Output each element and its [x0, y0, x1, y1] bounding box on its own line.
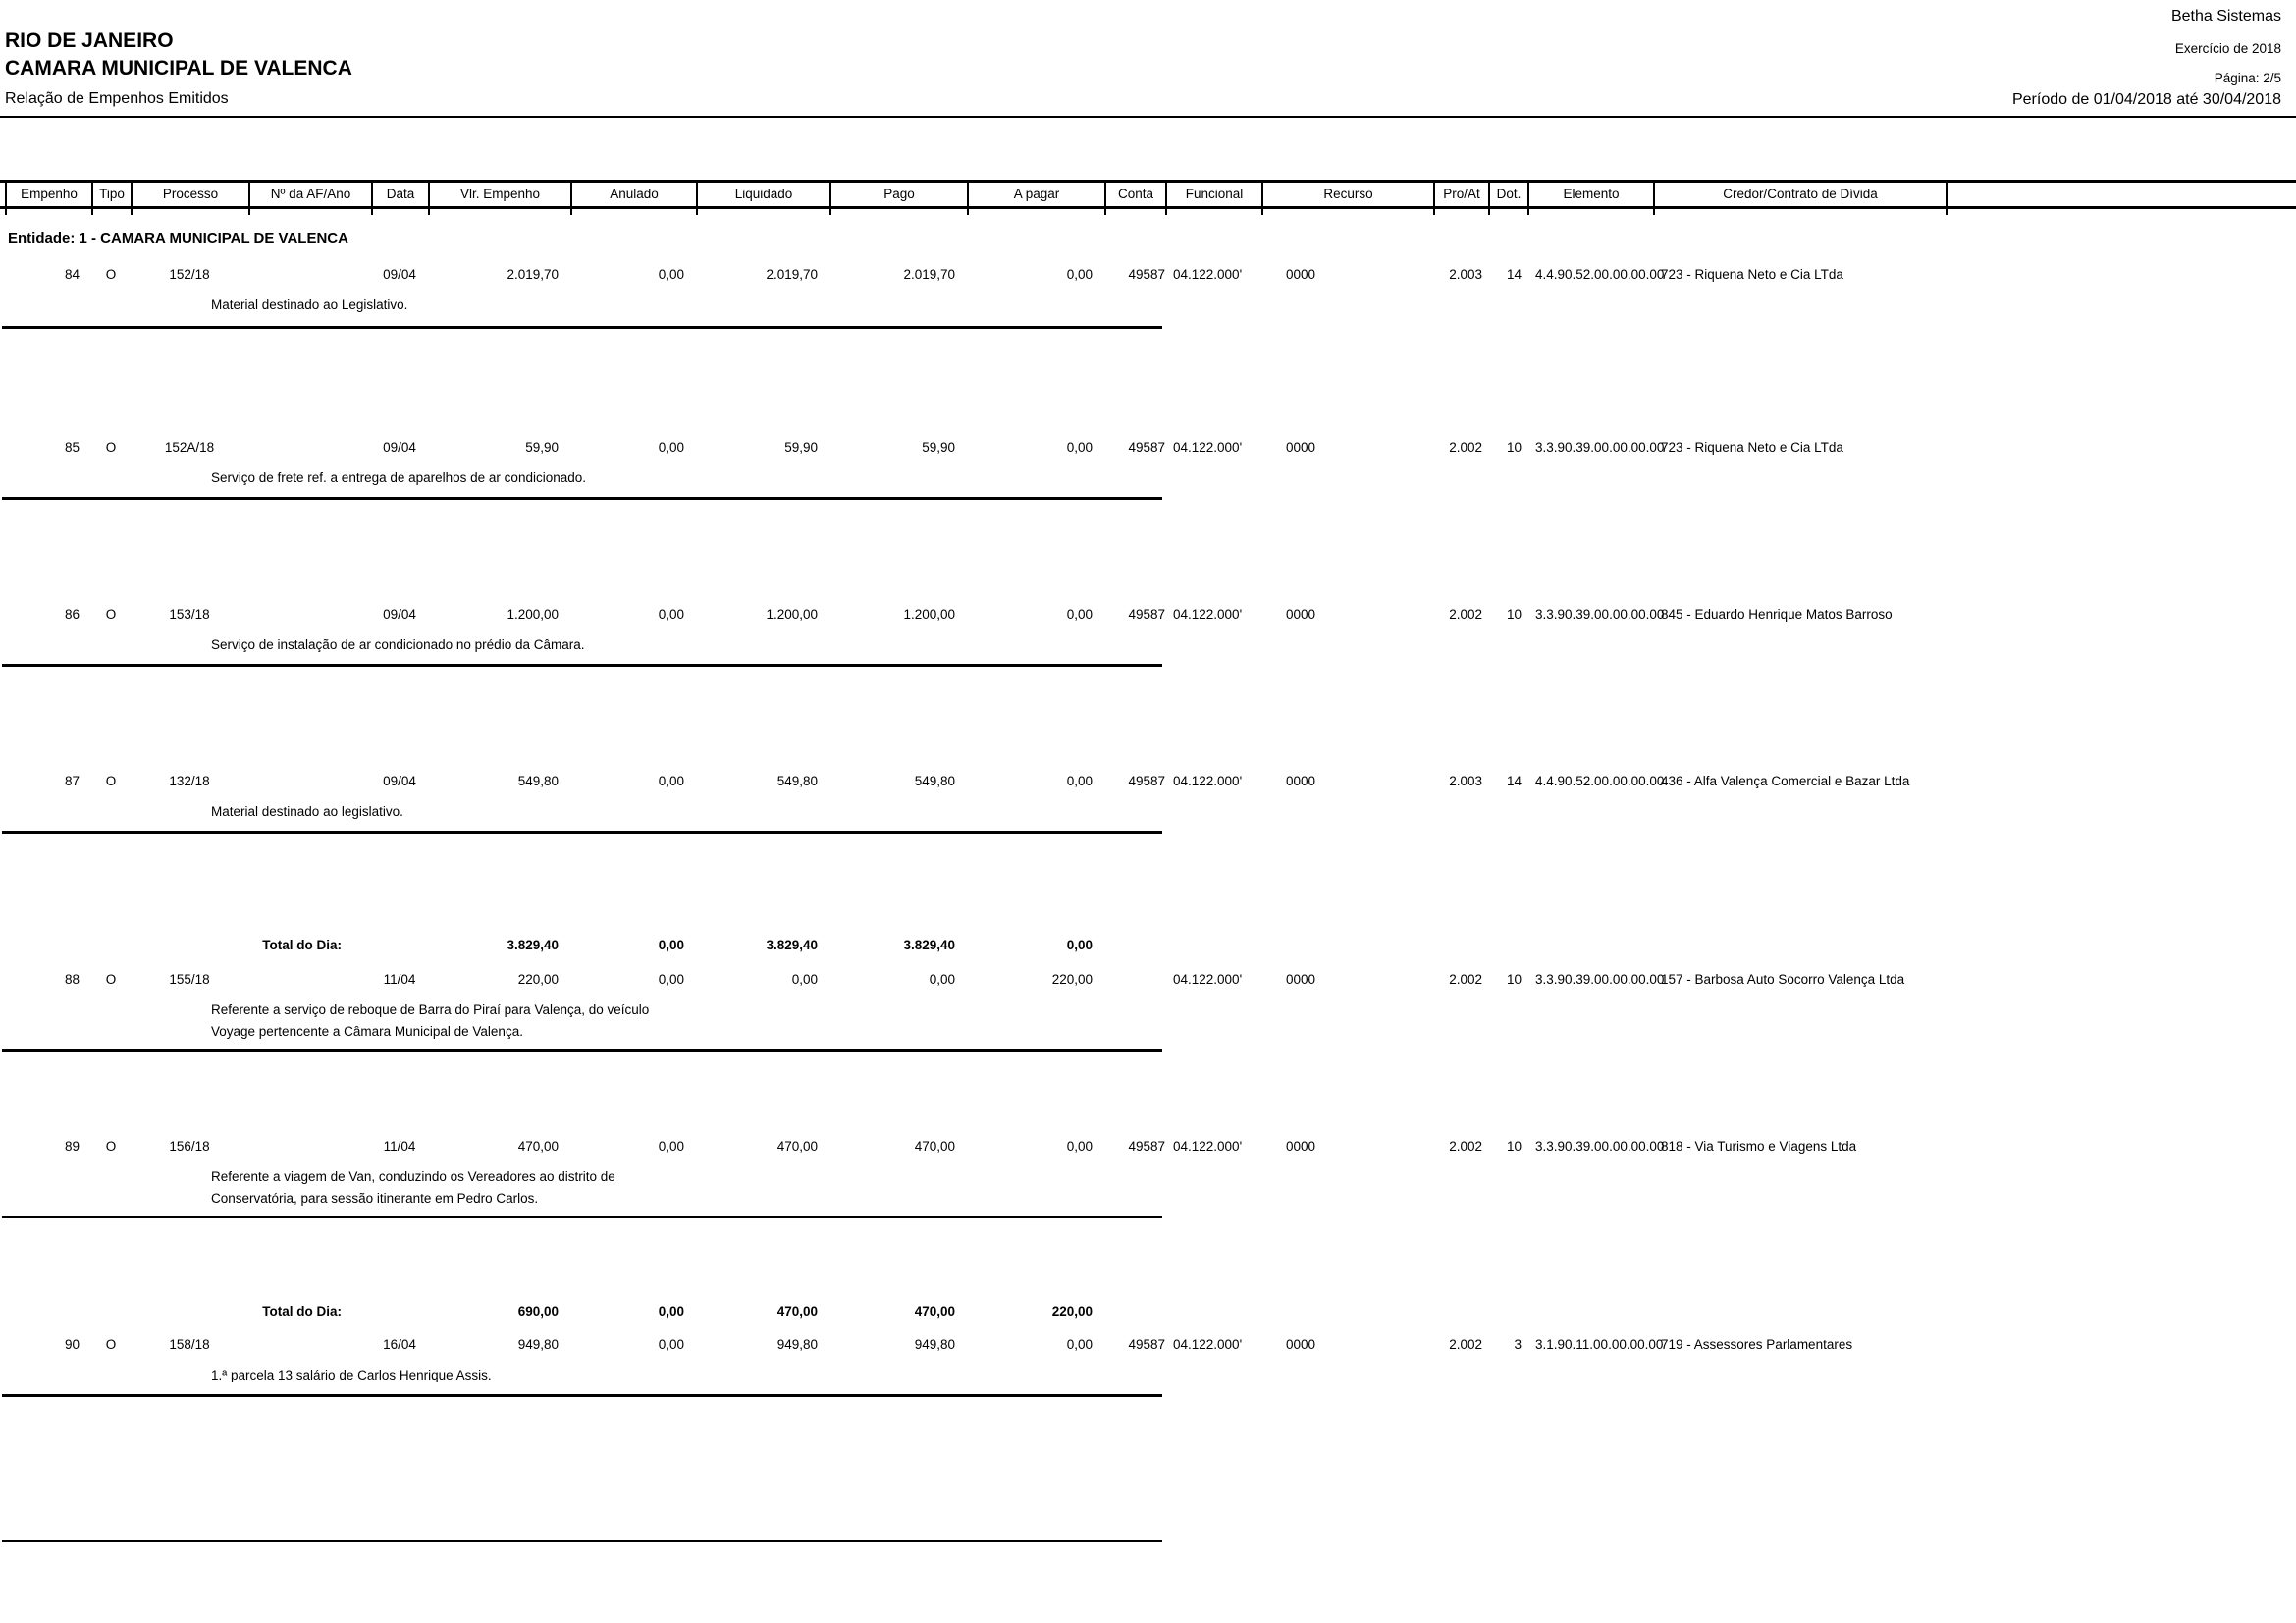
- cell-data: 09/04: [383, 607, 416, 622]
- cell-credor: 719 - Assessores Parlamentares: [1661, 1337, 1853, 1352]
- total-liquidado: 470,00: [776, 1304, 818, 1319]
- cell-dot: 3: [1514, 1337, 1522, 1352]
- entity-title: CAMARA MUNICIPAL DE VALENCA: [5, 57, 352, 80]
- cell-a-pagar: 220,00: [1051, 972, 1093, 987]
- cell-af-ano: [248, 774, 371, 788]
- cell-af-ano: [248, 1139, 371, 1154]
- cell-recurso: 0000: [1286, 774, 1316, 788]
- cell-a-pagar: 0,00: [1066, 607, 1093, 622]
- cell-recurso: 0000: [1286, 1139, 1316, 1154]
- cell-tipo: O: [105, 1139, 117, 1154]
- cell-dot: 10: [1506, 440, 1522, 455]
- cell-liquidado: 0,00: [791, 972, 818, 987]
- cell-pago: 549,80: [914, 774, 955, 788]
- cell-data: 16/04: [383, 1337, 416, 1352]
- empenho-description: 1.ª parcela 13 salário de Carlos Henrique Assis.: [211, 1368, 492, 1382]
- cell-a-pagar: 0,00: [1066, 1337, 1093, 1352]
- cell-data: 11/04: [383, 972, 416, 987]
- cell-tipo: O: [105, 1337, 117, 1352]
- cell-pago: 2.019,70: [903, 267, 955, 282]
- col-header-liquidado: Liquidado: [696, 183, 829, 206]
- cell-liquidado: 2.019,70: [766, 267, 818, 282]
- table-row: [5, 774, 1948, 788]
- table-row: [5, 267, 1948, 282]
- cell-liquidado: 59,90: [784, 440, 818, 455]
- state-title: RIO DE JANEIRO: [5, 29, 174, 52]
- col-header-data: Data: [371, 183, 428, 206]
- cell-processo: 132/18: [169, 774, 210, 788]
- cell-liquidado: 470,00: [776, 1139, 818, 1154]
- cell-a-pagar: 0,00: [1066, 267, 1093, 282]
- cell-dot: 14: [1506, 774, 1522, 788]
- row-separator: [2, 664, 1162, 667]
- col-header-af-ano: Nº da AF/Ano: [248, 183, 371, 206]
- total-anulado: 0,00: [658, 938, 684, 952]
- cell-elemento: 4.4.90.52.00.00.00.00: [1535, 267, 1665, 282]
- exercise-label: Exercício de 2018: [2174, 41, 2281, 56]
- cell-tipo: O: [105, 774, 117, 788]
- cell-dot: 14: [1506, 267, 1522, 282]
- cell-empenho: 85: [64, 440, 80, 455]
- empenho-description: Material destinado ao Legislativo.: [211, 298, 408, 312]
- col-header-pro-at: Pro/At: [1433, 183, 1488, 206]
- cell-processo: 155/18: [169, 972, 210, 987]
- cell-anulado: 0,00: [658, 1139, 684, 1154]
- cell-funcional: 04.122.000': [1173, 607, 1243, 622]
- cell-vlr: 949,80: [517, 1337, 559, 1352]
- cell-recurso: 0000: [1286, 607, 1316, 622]
- col-header-pago: Pago: [829, 183, 967, 206]
- cell-liquidado: 949,80: [776, 1337, 818, 1352]
- total-vlr: 690,00: [517, 1304, 559, 1319]
- col-header-elemento: Elemento: [1527, 183, 1653, 206]
- cell-a-pagar: 0,00: [1066, 440, 1093, 455]
- col-header-tipo: Tipo: [91, 183, 131, 206]
- cell-tipo: O: [105, 440, 117, 455]
- cell-tipo: O: [105, 267, 117, 282]
- total-liquidado: 3.829,40: [766, 938, 818, 952]
- col-header-processo: Processo: [131, 183, 248, 206]
- cell-elemento: 3.3.90.39.00.00.00.00: [1535, 607, 1665, 622]
- cell-vlr: 470,00: [517, 1139, 559, 1154]
- col-header-recurso: Recurso: [1261, 183, 1433, 206]
- cell-anulado: 0,00: [658, 267, 684, 282]
- total-do-dia-row: [5, 1304, 1948, 1319]
- cell-conta: [1104, 972, 1165, 987]
- table-row: [5, 607, 1948, 622]
- entidade-line: Entidade: 1 - CAMARA MUNICIPAL DE VALENCA: [8, 230, 348, 246]
- table-row: [5, 972, 1948, 987]
- cell-af-ano: [248, 267, 371, 282]
- col-header-conta: Conta: [1104, 183, 1165, 206]
- cell-elemento: 3.3.90.39.00.00.00.00: [1535, 972, 1665, 987]
- cell-funcional: 04.122.000': [1173, 1139, 1243, 1154]
- cell-anulado: 0,00: [658, 1337, 684, 1352]
- cell-pago: 470,00: [914, 1139, 955, 1154]
- empenho-description: Referente a serviço de reboque de Barra do Piraí para Valença, do veículo Voyage pertencente a Câmara Municipal de Valença.: [211, 1002, 650, 1039]
- period-label: Período de 01/04/2018 até 30/04/2018: [2011, 91, 2281, 108]
- cell-conta: 49587: [1128, 1337, 1165, 1352]
- col-header-empenho: Empenho: [5, 183, 91, 206]
- header-divider: [0, 116, 2296, 118]
- cell-pago: 1.200,00: [903, 607, 955, 622]
- cell-dot: 10: [1506, 1139, 1522, 1154]
- total-a-pagar: 0,00: [1066, 938, 1093, 952]
- total-vlr: 3.829,40: [507, 938, 559, 952]
- empenho-description: Serviço de frete ref. a entrega de aparelhos de ar condicionado.: [211, 470, 586, 485]
- cell-conta: 49587: [1128, 1139, 1165, 1154]
- cell-af-ano: [248, 972, 371, 987]
- cell-data: 09/04: [383, 440, 416, 455]
- cell-anulado: 0,00: [658, 440, 684, 455]
- cell-tipo: O: [105, 607, 117, 622]
- cell-pro-at: 2.002: [1449, 1139, 1482, 1154]
- cell-elemento: 3.3.90.39.00.00.00.00: [1535, 1139, 1665, 1154]
- cell-recurso: 0000: [1286, 972, 1316, 987]
- cell-processo: 158/18: [169, 1337, 210, 1352]
- col-header-credor: Credor/Contrato de Dívida: [1653, 183, 1948, 206]
- cell-conta: 49587: [1128, 267, 1165, 282]
- cell-processo: 156/18: [169, 1139, 210, 1154]
- cell-pro-at: 2.002: [1449, 1337, 1482, 1352]
- cell-empenho: 86: [64, 607, 80, 622]
- cell-processo: 152A/18: [164, 440, 215, 455]
- col-header-vlr-empenho: Vlr. Empenho: [428, 183, 570, 206]
- cell-vlr: 220,00: [517, 972, 559, 987]
- cell-empenho: 88: [64, 972, 80, 987]
- col-header-a-pagar: A pagar: [967, 183, 1104, 206]
- cell-data: 09/04: [383, 267, 416, 282]
- cell-funcional: 04.122.000': [1173, 774, 1243, 788]
- cell-dot: 10: [1506, 607, 1522, 622]
- table-header-ticks: [5, 209, 1948, 215]
- cell-pro-at: 2.002: [1449, 607, 1482, 622]
- total-label: Total do Dia:: [262, 1304, 342, 1319]
- cell-conta: 49587: [1128, 607, 1165, 622]
- cell-pro-at: 2.003: [1449, 774, 1482, 788]
- cell-dot: 10: [1506, 972, 1522, 987]
- cell-af-ano: [248, 607, 371, 622]
- col-header-dot: Dot.: [1488, 183, 1527, 206]
- empenho-description: Referente a viagem de Van, conduzindo os Vereadores ao distrito de Conservatória, para sessão itinerante em Pedro Carlos.: [211, 1169, 615, 1206]
- vendor-name: Betha Sistemas: [2170, 8, 2281, 25]
- total-pago: 470,00: [914, 1304, 955, 1319]
- table-row: [5, 440, 1948, 455]
- total-do-dia-row: [5, 938, 1948, 952]
- cell-empenho: 87: [64, 774, 80, 788]
- cell-empenho: 90: [64, 1337, 80, 1352]
- cell-funcional: 04.122.000': [1173, 440, 1243, 455]
- cell-af-ano: [248, 1337, 371, 1352]
- cell-a-pagar: 0,00: [1066, 1139, 1093, 1154]
- cell-pago: 0,00: [929, 972, 955, 987]
- total-pago: 3.829,40: [903, 938, 955, 952]
- table-row: [5, 1337, 1948, 1352]
- cell-elemento: 4.4.90.52.00.00.00.00: [1535, 774, 1665, 788]
- col-header-anulado: Anulado: [570, 183, 696, 206]
- cell-funcional: 04.122.000': [1173, 1337, 1243, 1352]
- cell-empenho: 89: [64, 1139, 80, 1154]
- cell-elemento: 3.3.90.39.00.00.00.00: [1535, 440, 1665, 455]
- cell-funcional: 04.122.000': [1173, 972, 1243, 987]
- col-header-funcional: Funcional: [1165, 183, 1261, 206]
- cell-credor: 157 - Barbosa Auto Socorro Valença Ltda: [1661, 972, 1905, 987]
- cell-a-pagar: 0,00: [1066, 774, 1093, 788]
- table-row: [5, 1139, 1948, 1154]
- report-title: Relação de Empenhos Emitidos: [5, 90, 229, 107]
- cell-pro-at: 2.002: [1449, 972, 1482, 987]
- cell-empenho: 84: [64, 267, 80, 282]
- cell-credor: 723 - Riquena Neto e Cia LTda: [1661, 440, 1843, 455]
- cell-anulado: 0,00: [658, 774, 684, 788]
- cell-vlr: 2.019,70: [507, 267, 559, 282]
- row-separator: [2, 1049, 1162, 1052]
- page-number: Página: 2/5: [2214, 71, 2281, 85]
- cell-funcional: 04.122.000': [1173, 267, 1243, 282]
- row-separator: [2, 497, 1162, 500]
- cell-processo: 153/18: [169, 607, 210, 622]
- cell-af-ano: [248, 440, 371, 455]
- total-a-pagar: 220,00: [1051, 1304, 1093, 1319]
- cell-liquidado: 1.200,00: [766, 607, 818, 622]
- cell-pro-at: 2.003: [1449, 267, 1482, 282]
- cell-conta: 49587: [1128, 774, 1165, 788]
- row-separator: [2, 831, 1162, 834]
- cell-pago: 59,90: [922, 440, 955, 455]
- cell-anulado: 0,00: [658, 607, 684, 622]
- cell-pro-at: 2.002: [1449, 440, 1482, 455]
- table-header-row: [5, 183, 1948, 206]
- cell-recurso: 0000: [1286, 440, 1316, 455]
- total-anulado: 0,00: [658, 1304, 684, 1319]
- row-separator: [2, 1394, 1162, 1397]
- cell-pago: 949,80: [914, 1337, 955, 1352]
- total-label: Total do Dia:: [262, 938, 342, 952]
- cell-credor: 845 - Eduardo Henrique Matos Barroso: [1661, 607, 1893, 622]
- cell-credor: 818 - Via Turismo e Viagens Ltda: [1661, 1139, 1857, 1154]
- cell-recurso: 0000: [1286, 267, 1316, 282]
- cell-data: 09/04: [383, 774, 416, 788]
- cell-data: 11/04: [383, 1139, 416, 1154]
- row-separator: [2, 326, 1162, 329]
- row-separator: [2, 1216, 1162, 1218]
- page-bottom-line: [2, 1540, 1162, 1542]
- cell-vlr: 549,80: [517, 774, 559, 788]
- empenho-description: Serviço de instalação de ar condicionado no prédio da Câmara.: [211, 637, 585, 652]
- cell-vlr: 1.200,00: [507, 607, 559, 622]
- cell-credor: 436 - Alfa Valença Comercial e Bazar Ltda: [1661, 774, 1910, 788]
- cell-vlr: 59,90: [525, 440, 559, 455]
- cell-processo: 152/18: [169, 267, 210, 282]
- cell-elemento: 3.1.90.11.00.00.00.00: [1535, 1337, 1664, 1352]
- cell-tipo: O: [105, 972, 117, 987]
- cell-credor: 723 - Riquena Neto e Cia LTda: [1661, 267, 1843, 282]
- cell-anulado: 0,00: [658, 972, 684, 987]
- empenho-description: Material destinado ao legislativo.: [211, 804, 403, 819]
- cell-recurso: 0000: [1286, 1337, 1316, 1352]
- cell-liquidado: 549,80: [776, 774, 818, 788]
- cell-conta: 49587: [1128, 440, 1165, 455]
